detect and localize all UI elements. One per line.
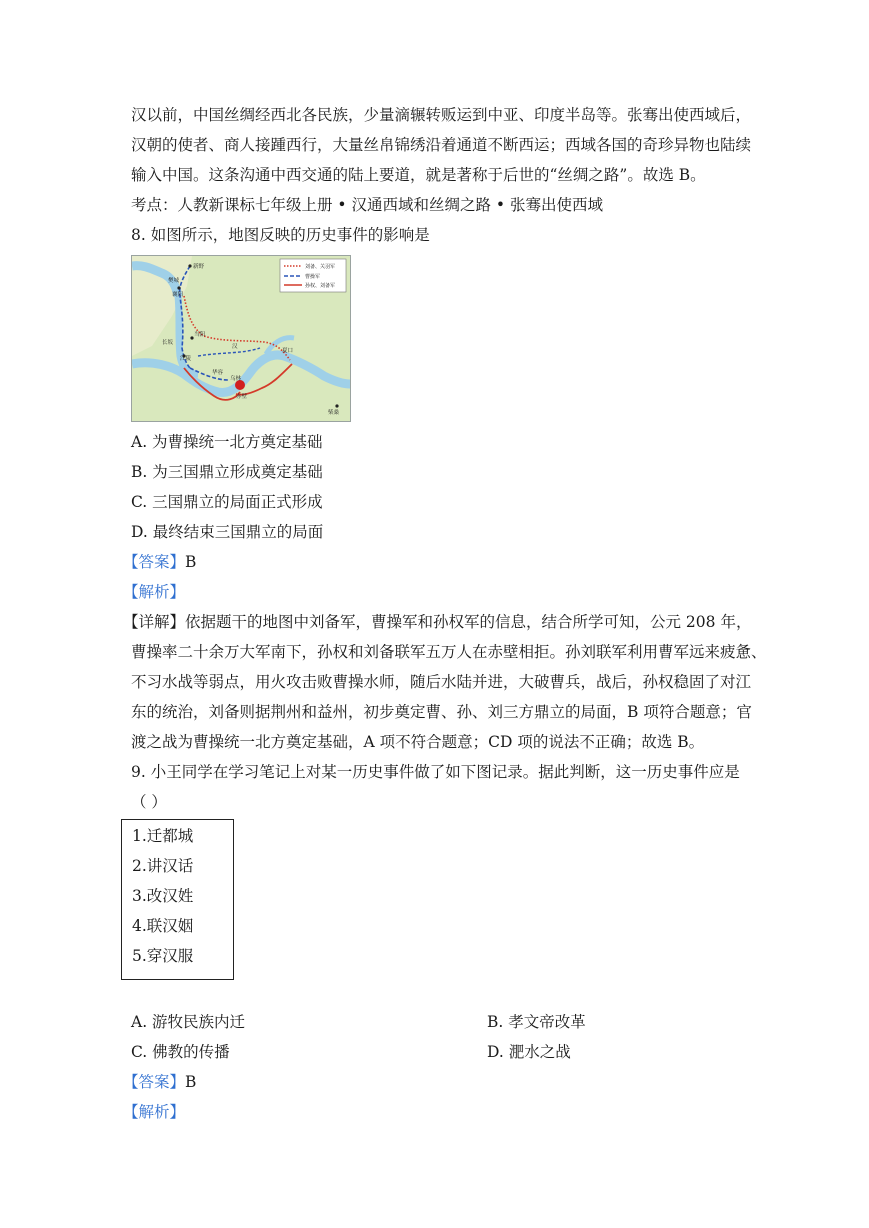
note-item-3: 3.改汉姓: [132, 887, 194, 905]
map-image: [132, 256, 350, 421]
legend-label-2: 曹操军: [305, 274, 321, 280]
study-notes-box: [121, 819, 234, 980]
q9-analysis-label: 【解析】: [123, 1103, 186, 1121]
place-changban: 长坂: [162, 340, 174, 346]
q8-option-d: D. 最终结束三国鼎立的局面: [131, 523, 324, 541]
q8-answer: [123, 552, 196, 572]
q8-detail-line-2: 曹操率二十余万大军南下，孙权和刘备联军五万人在赤壁相拒。孙刘联军利用曹军远来疲惫、: [131, 643, 767, 661]
q8-detail-line-1: 【详解】依据题干的地图中刘备军，曹操军和孙权军的信息，结合所学可知，公元 208 年，: [123, 613, 752, 631]
place-han: 汉: [232, 344, 238, 350]
place-wulin: 乌林: [230, 376, 242, 382]
place-chibi: 赤壁: [236, 394, 248, 400]
q8-detail-line-3: 不习水战等弱点，用火攻击败曹操水师，随后水陆并进，大破曹兵，战后，孙权稳固了对江: [131, 673, 752, 691]
legend-label-1: 刘备、关羽军: [305, 264, 336, 270]
map-legend: [280, 259, 346, 292]
q9-bracket: （ ）: [131, 793, 167, 811]
q9-option-a: A. 游牧民族内迁: [131, 1013, 246, 1031]
q8-answer-label: 【答案】: [123, 553, 186, 571]
place-xiakou: 夏口: [282, 348, 294, 354]
place-fancheng: 樊城: [168, 278, 180, 284]
q8-detail-line-4: 东的统治，刘备则据荆州和益州，初步奠定曹、孙、刘三方鼎立的局面，B 项符合题意；官: [131, 703, 752, 721]
place-xinye: 新野: [193, 264, 205, 270]
q9-stem: 9. 小王同学在学习笔记上对某一历史事件做了如下图记录。据此判断，这一历史事件应是: [131, 763, 740, 781]
q8-option-b: B. 为三国鼎立形成奠定基础: [131, 463, 323, 481]
q8-option-a: A. 为曹操统一北方奠定基础: [131, 433, 323, 451]
q9-answer: [123, 1072, 196, 1092]
q8-detail-line-5: 渡之战为曹操统一北方奠定基础，A 项不符合题意；CD 项的说法不正确；故选 B。: [131, 733, 705, 751]
intro-line-1: 汉以前，中国丝绸经西北各民族，少量滴辗转贩运到中亚、印度半岛等。张骞出使西域后，: [131, 106, 752, 124]
red-cliffs-map: [131, 255, 351, 422]
note-item-1: 1.迁都城: [132, 827, 194, 845]
q9-option-b: B. 孝文帝改革: [487, 1013, 586, 1031]
place-dangyang: 当阳: [194, 332, 206, 338]
q9-answer-label: 【答案】: [123, 1073, 186, 1091]
place-jiangling: 江陵: [180, 356, 192, 362]
q8-option-c: C. 三国鼎立的局面正式形成: [131, 493, 323, 511]
note-item-5: 5.穿汉服: [132, 947, 194, 965]
q9-option-d: D. 淝水之战: [487, 1043, 571, 1061]
place-xiangyang: 襄阳: [172, 292, 184, 298]
note-item-4: 4.联汉姻: [132, 917, 194, 935]
q9-option-c: C. 佛教的传播: [131, 1043, 230, 1061]
q8-answer-value: B: [185, 553, 197, 571]
note-item-2: 2.讲汉话: [132, 857, 194, 875]
legend-label-3: 孙权、刘备军: [305, 283, 336, 289]
intro-line-2: 汉朝的使者、商人接踵西行，大量丝帛锦绣沿着通道不断西运；西域各国的奇珍异物也陆续: [131, 136, 752, 154]
kaodian-line: 考点：人教新课标七年级上册 • 汉通西域和丝绸之路 • 张骞出使西域: [131, 196, 603, 214]
q8-stem: 8. 如图所示，地图反映的历史事件的影响是: [131, 226, 430, 244]
q8-analysis-label: 【解析】: [123, 583, 186, 601]
place-chaisang: 柴桑: [328, 410, 340, 416]
intro-line-3: 输入中国。这条沟通中西交通的陆上要道，就是著称于后世的“丝绸之路”。故选 B。: [131, 166, 706, 184]
q9-answer-value: B: [185, 1073, 197, 1091]
place-huarong: 华容: [212, 370, 224, 376]
